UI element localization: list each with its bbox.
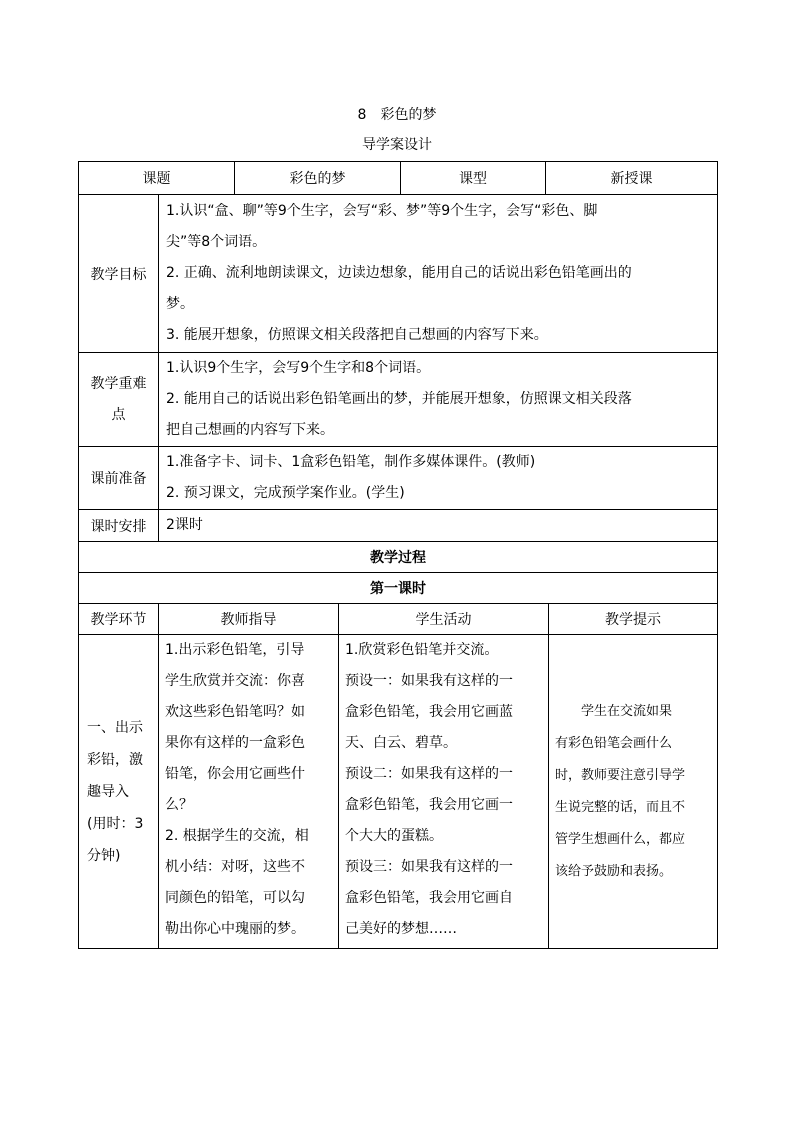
student-line: 盒彩色铅笔，我会用它画一 (345, 797, 513, 813)
student-line: 盒彩色铅笔，我会用它画自 (345, 890, 513, 906)
student-line: 预设一：如果我有这样的一 (345, 673, 513, 689)
prep-row (79, 447, 718, 510)
student-line: 预设二：如果我有这样的一 (345, 766, 513, 782)
teacher-line: 学生欣赏并交流：你喜 (165, 673, 305, 689)
teacher-cell (159, 635, 339, 949)
stage-line: 趣导入 (87, 783, 129, 800)
process-heading: 教学过程 (79, 542, 718, 573)
goals-line: 2. 正确、流利地朗读课文，边读边想象，能用自己的话说出彩色铅笔画出的 (166, 265, 632, 281)
hint-line: 生说完整的话，而且不 (555, 799, 686, 815)
student-line: 预设三：如果我有这样的一 (345, 859, 513, 875)
topic-value: 彩色的梦 (235, 162, 401, 195)
hint-line: 该给予鼓励和表扬。 (555, 863, 673, 879)
schedule-value (159, 510, 718, 542)
stage-cell (79, 635, 159, 949)
hint-line: 时，教师要注意引导学 (555, 767, 686, 783)
stage-line: 分钟) (87, 847, 121, 864)
goals-line: 3. 能展开想象，仿照课文相关段落把自己想画的内容写下来。 (166, 327, 548, 343)
student-line: 盒彩色铅笔，我会用它画蓝 (345, 704, 513, 720)
key-points-label-line: 教学重难 (90, 375, 147, 392)
schedule-row (79, 510, 718, 542)
column-header: 教师指导 (159, 604, 339, 635)
goals-line: 尖”等8个词语。 (166, 234, 267, 250)
teacher-line: 欢这些彩色铅笔吗？如 (165, 704, 305, 720)
prep-line: 1.准备字卡、词卡、1盒彩色铅笔，制作多媒体课件。(教师) (166, 454, 536, 470)
teacher-line: 铅笔，你会用它画些什 (165, 766, 305, 782)
column-header: 教学环节 (79, 604, 159, 635)
teacher-line: 2. 根据学生的交流，相 (165, 828, 309, 844)
key-points-line: 1.认识9个生字，会写9个生字和8个词语。 (166, 360, 431, 376)
teacher-line: 么？ (165, 797, 193, 813)
lesson-heading: 第一课时 (79, 573, 718, 604)
key-points-row (79, 353, 718, 447)
stage-line: 彩铅，激 (87, 751, 143, 768)
document-title: 8 彩色的梦 (357, 107, 437, 123)
stage-line: 一、出示 (87, 719, 143, 736)
hint-line: 有彩色铅笔会画什么 (555, 735, 673, 751)
goals-label: 教学目标 (79, 195, 159, 353)
goals-line: 1.认识“盒、聊”等9个生字，会写“彩、梦”等9个生字，会写“彩色、脚 (166, 203, 598, 219)
activity-row (79, 635, 718, 949)
lesson-plan-table (78, 161, 718, 949)
stage-line: (用时：3 (87, 815, 144, 832)
hint-line: 学生在交流如果 (581, 703, 673, 719)
prep-content (159, 447, 718, 510)
type-label: 课型 (401, 162, 546, 195)
schedule-label: 课时安排 (79, 510, 159, 542)
goals-content (159, 195, 718, 353)
schedule-text: 2课时 (166, 517, 203, 533)
teacher-line: 同颜色的铅笔，可以勾 (165, 890, 305, 906)
student-cell (339, 635, 549, 949)
prep-line: 2. 预习课文，完成预学案作业。(学生) (166, 485, 405, 501)
topic-label: 课题 (79, 162, 235, 195)
lesson-heading-row (79, 573, 718, 604)
student-line: 1.欣赏彩色铅笔并交流。 (345, 642, 499, 658)
column-header-row (79, 604, 718, 635)
document-subtitle: 导学案设计 (362, 137, 432, 153)
key-points-label-line: 点 (111, 406, 126, 423)
key-points-line: 2. 能用自己的话说出彩色铅笔画出的梦，并能展开想象，仿照课文相关段落 (166, 391, 632, 407)
key-points-label (79, 353, 159, 447)
header-row (79, 162, 718, 195)
goals-row (79, 195, 718, 353)
goals-line: 梦。 (166, 296, 194, 312)
hint-cell (549, 635, 718, 949)
hint-line: 管学生想画什么，都应 (555, 831, 686, 847)
teacher-line: 果你有这样的一盒彩色 (165, 735, 305, 751)
student-line: 天、白云、碧草。 (345, 735, 457, 751)
prep-label: 课前准备 (79, 447, 159, 510)
teacher-line: 1.出示彩色铅笔，引导 (165, 642, 305, 658)
key-points-content (159, 353, 718, 447)
student-line: 己美好的梦想…… (345, 921, 457, 937)
teacher-line: 勒出你心中瑰丽的梦。 (165, 921, 305, 937)
column-header: 学生活动 (339, 604, 549, 635)
process-heading-row (79, 542, 718, 573)
key-points-line: 把自己想画的内容写下来。 (166, 422, 334, 438)
type-value: 新授课 (546, 162, 718, 195)
student-line: 个大大的蛋糕。 (345, 828, 443, 844)
column-header: 教学提示 (549, 604, 718, 635)
teacher-line: 机小结：对呀，这些不 (165, 859, 305, 875)
